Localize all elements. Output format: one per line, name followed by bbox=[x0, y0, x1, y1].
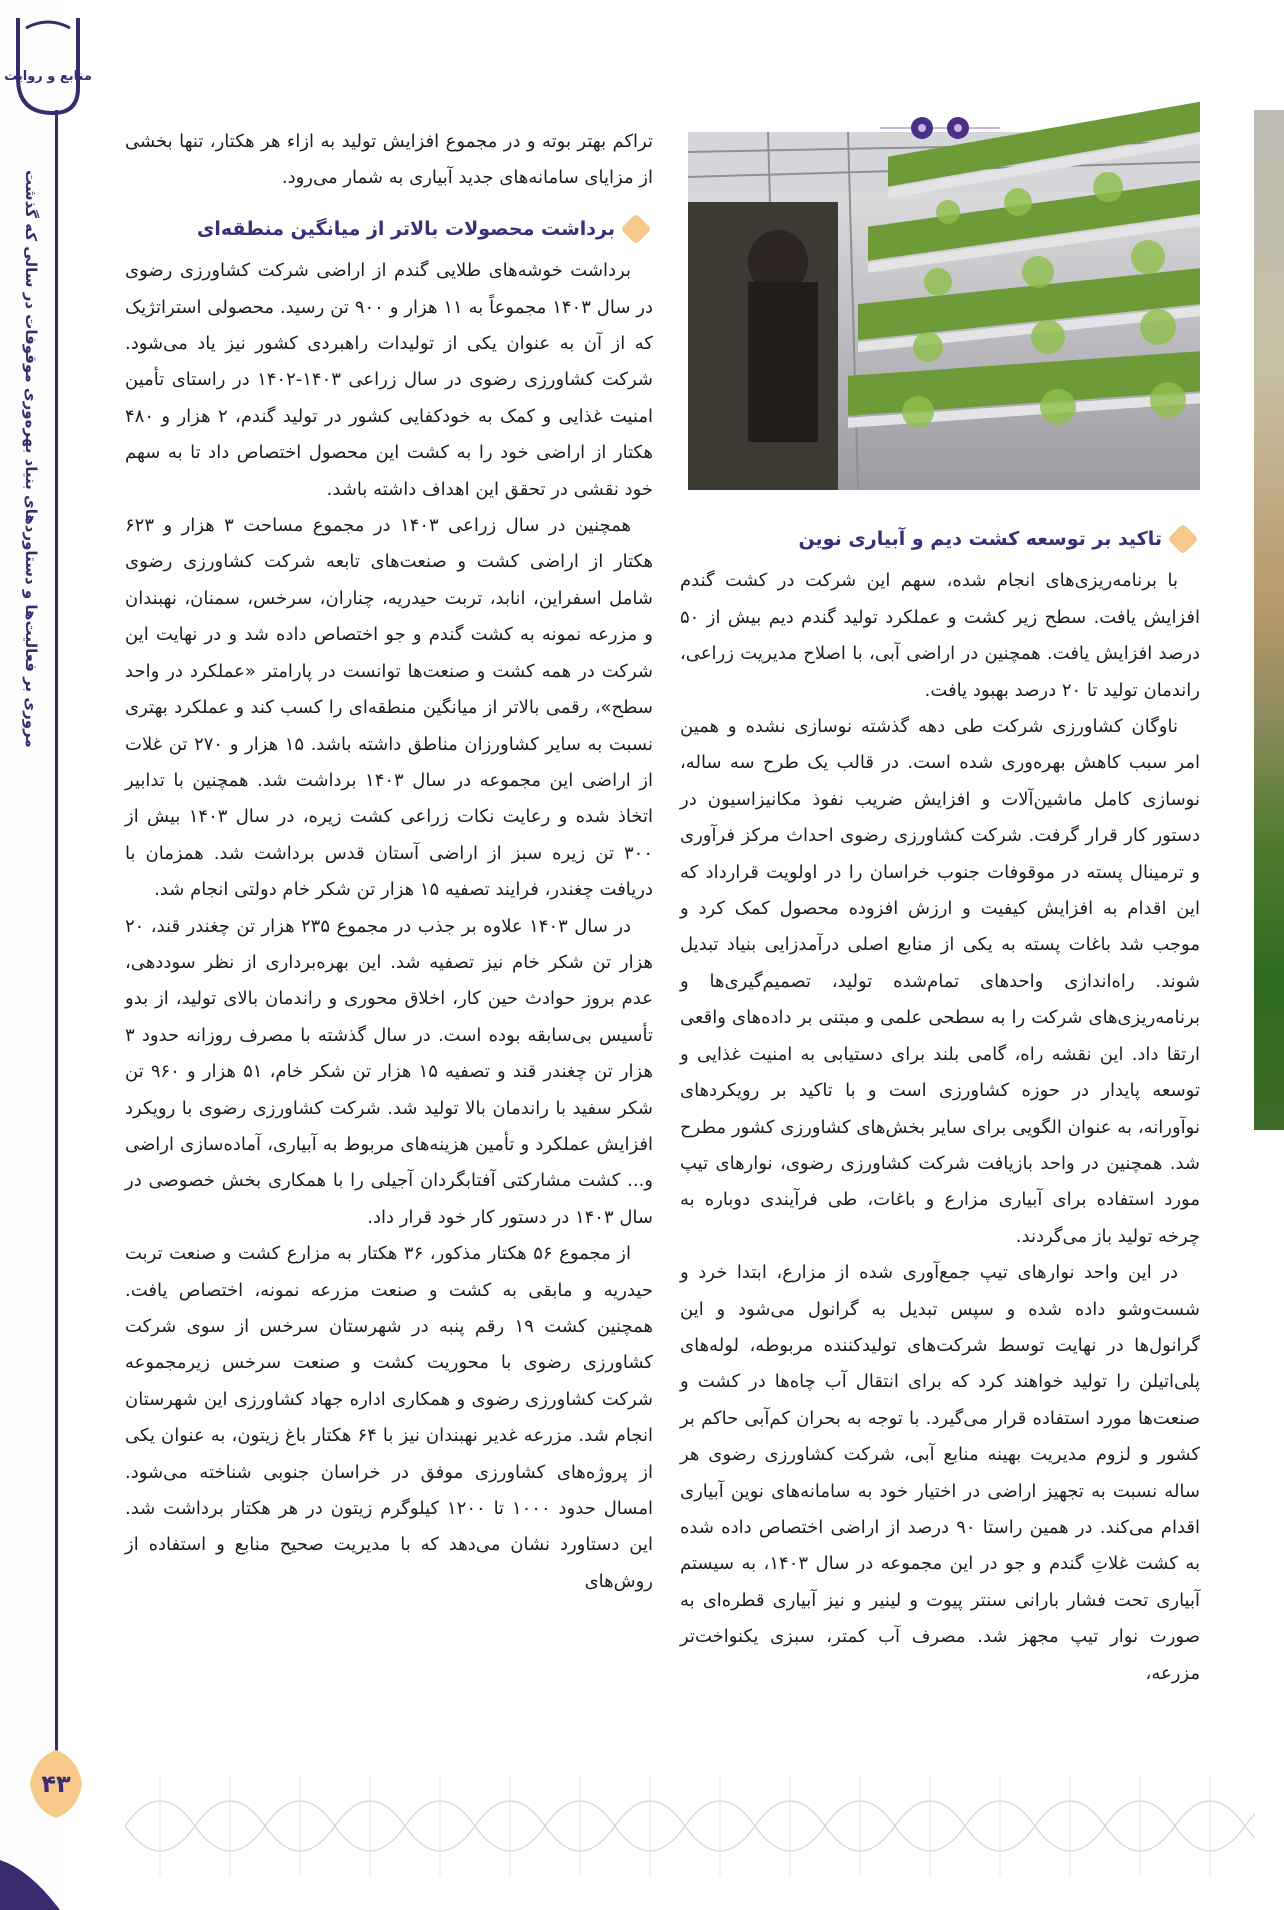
heading-text: تاکید بر توسعه کشت دیم و آبیاری نوین bbox=[798, 528, 1162, 550]
left-paragraph: از مجموع ۵۶ هکتار مذکور، ۳۶ هکتار به مزارع کشت و صنعت تربت حیدریه و مابقی به کشت و صنعت مزرعه نمونه، اختصاص یافت. همچنین کشت ۱۹ رقم پنبه در شهرستان سرخس از سوی شرکت کشاورزی رضوی با محوریت کشت و صنعت سرخس زیرمجموعه شرکت کشاورزی رضوی و همکاری اداره جهاد کشاورزی این شهرستان انجام شد. مزرعه غدیر نهبندان نیز با ۶۴ هکتار باغ زیتون، به عنوان یکی از پروژه‌های کشاورزی موفق در خراسان جنوبی شناخته می‌شود. امسال حدود ۱۰۰۰ تا ۱۲۰۰ کیلوگرم زیتون در هر هکتار برداشت شد. این دستاورد نشان می‌دهد که با مدیریت صحیح منابع و استفاده از روش‌های bbox=[125, 1243, 654, 1592]
diamond-bullet-icon bbox=[1167, 524, 1198, 555]
running-title: مروری بر فعالیت‌ها و دستاوردهای بنیاد بهره‌وری موقوفات در سالی که گذشت bbox=[22, 170, 40, 748]
greenhouse-photo bbox=[688, 132, 1200, 490]
logo-text: منابع و روایت bbox=[4, 69, 92, 84]
sidebar bbox=[0, 0, 92, 1910]
right-paragraph: با برنامه‌ریزی‌های انجام شده، سهم این شرکت در کشت گندم افزایش یافت. سطح زیر کشت و عملکرد تولید گندم دیم بیش از ۵۰ درصد افزایش یافت. همچنین در اراضی آبی، با اصلاح مدیریت زراعی، راندمان تولید تا ۲۰ درصد بهبود یافت. bbox=[680, 570, 1200, 701]
edge-photo-strip bbox=[1254, 110, 1284, 1130]
heading-text: برداشت محصولات بالاتر از میانگین منطقه‌ای bbox=[196, 217, 615, 240]
corner-ornament bbox=[0, 1840, 60, 1910]
left-paragraph: در سال ۱۴۰۳ علاوه بر جذب در مجموع ۲۳۵ هزار تن چغندر قند، ۲۰ هزار تن شکر خام نیز تصفیه شد. این بهره‌برداری از نظر سوددهی، عدم بروز حوادث حین کار، اخلاق محوری و راندمان بالای تولید، از بدو تأسیس بی‌سابقه بوده است. در سال گذشته با مصرف روزانه حدود ۳ هزار تن چغندر قند و تصفیه ۱۵ هزار تن شکر خام، ۵۱ هزار و ۹۶۰ تن شکر سفید با راندمان بالا تولید شد. شرکت کشاورزی رضوی با رویکرد افزایش عملکرد و تأمین هزینه‌های مربوط به آبیاری، آماده‌سازی اراضی و... کشت مشارکتی آفتابگردان آجیلی را با همکاری بخش خصوصی در سال ۱۴۰۳ در دستور کار خود قرار داد. bbox=[125, 915, 653, 1228]
section-heading-rainfed bbox=[680, 521, 1200, 557]
right-paragraph: ناوگان کشاورزی شرکت طی دهه گذشته نوسازی نشده و همین امر سبب کاهش بهره‌وری شده است. در قالب یک طرح سه ساله، نوسازی کامل ماشین‌آلات و افزایش ضریب نفوذ مکانیزاسیون در دستور کار قرار گرفت. شرکت کشاورزی رضوی احداث مرکز فرآوری و ترمینال پسته در موقوفات جنوب خراسان را در اولویت قرارداد که این اقدام به افزایش کیفیت و ارزش افزوده محصول کمک کرد و موجب شد باغات پسته به یکی از منابع اصلی درآمدزایی بنیاد تبدیل شوند. راه‌اندازی واحدهای تمام‌شده تولید، تصمیم‌گیری‌ها و برنامه‌ریزی‌های شرکت را به سطحی علمی و مبتنی بر داده‌های واقعی ارتقا داد. این نقشه راه، گامی بلند برای دستیابی به امنیت غذایی و توسعه پایدار در حوزه کشاورزی است و با تاکید بر رویکردهای نوآورانه، به عنوان الگویی برای سایر بخش‌های کشاورزی کشور مطرح شد. همچنین در واحد بازیافت شرکت کشاورزی رضوی، نوارهای تیپ مورد استفاده برای آبیاری مزارع و باغات، طی فرآیندی دوباره به چرخه تولید باز می‌گردند. bbox=[680, 716, 1200, 1247]
footer-pattern bbox=[125, 1776, 1255, 1876]
left-paragraph: برداشت خوشه‌های طلایی گندم از اراضی شرکت کشاورزی رضوی در سال ۱۴۰۳ مجموعاً به ۱۱ هزار و ۹۰۰ تن رسید. محصولی استراتژیک که از آن به عنوان یکی از تولیدات راهبردی کشور نیز یاد می‌شود. شرکت کشاورزی رضوی در سال زراعی ۱۴۰۳-۱۴۰۲ در راستای تأمین امنیت غذایی و کمک به خودکفایی کشور در تولید گندم، ۲ هزار و ۴۸۰ هکتار از اراضی خود را به کشت این محصول اختصاص داد تا به سهم خود نقشی در تحقق این اهداف داشته باشد. bbox=[125, 260, 654, 500]
sidebar-divider bbox=[55, 110, 58, 1800]
right-paragraph: در این واحد نوارهای تیپ جمع‌آوری شده از مزارع، ابتدا خرد و شست‌وشو داده شده و سپس تبدیل به گرانول می‌شود و این گرانول‌ها در نهایت توسط شرکت‌های تولیدکننده مربوطه، لوله‌های پلی‌اتیلن را تولید خواهند کرد که برای انتقال آب چاه‌ها در کشت و صنعت‌ها مورد استفاده قرار می‌گیرد. با توجه به بحران کم‌آبی حاکم بر کشور و لزوم مدیریت بهینه منابع آبی، شرکت کشاورزی رضوی هر ساله نسبت به تجهیز اراضی در اختیار خود به سامانه‌های نوین آبیاری اقدام می‌کند. در همین راستا ۹۰ درصد از اراضی اختصاص داده شده به کشت غلاتِ گندم و جو در این مجموعه در سال ۱۴۰۳، به سیستم آبیاری تحت فشار بارانی سنتر پیوت و لینیر و نیز آبیاری قطره‌ای به صورت نوار تیپ مجهز شد. مصرف آب کمتر، سبزی یکنواخت‌تر مزرعه، bbox=[680, 1262, 1200, 1684]
hydroponic-greenhouse-image bbox=[688, 132, 1200, 490]
right-column bbox=[680, 528, 1200, 1692]
flower-ornament-icon bbox=[880, 112, 1000, 144]
page-number: ۴۳ bbox=[41, 1770, 71, 1798]
left-intro: تراکم بهتر بوته و در مجموع افزایش تولید به ازاء هر هکتار، تنها بخشی از مزایای سامانه‌های جدید آبیاری به شمار می‌رود. bbox=[125, 131, 653, 189]
diamond-bullet-icon bbox=[620, 213, 651, 244]
magazine-logo bbox=[4, 18, 92, 118]
left-column bbox=[125, 124, 653, 1600]
left-paragraph: همچنین در سال زراعی ۱۴۰۳ در مجموع مساحت ۳ هزار و ۶۲۳ هکتار از اراضی کشت و صنعت‌های تابعه شرکت کشاورزی رضوی شامل اسفراین، انابد، تربت حیدریه، چناران، سرخس، سمنان، نهبندان و مزرعه نمونه به کشت گندم و جو اختصاص داده شد و در نهایت این شرکت در همه کشت و صنعت‌ها توانست در پارامتر «عملکرد در واحد سطح»، رقمی بالاتر از میانگین منطقه‌ای را کسب کند و عملکرد بهتری نسبت به سایر کشاورزان مناطق داشته باشد. ۱۵ هزار و ۲۷۰ تن غلات از اراضی این مجموعه در سال ۱۴۰۳ برداشت شد. همچنین با تدابیر اتخاذ شده و رعایت نکات زراعی کشت زیره، در سال ۱۴۰۳ بیش از ۳۰۰ تن زیره سبز از اراضی آستان قدس برداشت شد. همزمان با دریافت چغندر، فرایند تصفیه ۱۵ هزار تن شکر خام دولتی انجام شد. bbox=[125, 515, 654, 901]
section-heading-harvest bbox=[125, 211, 653, 247]
